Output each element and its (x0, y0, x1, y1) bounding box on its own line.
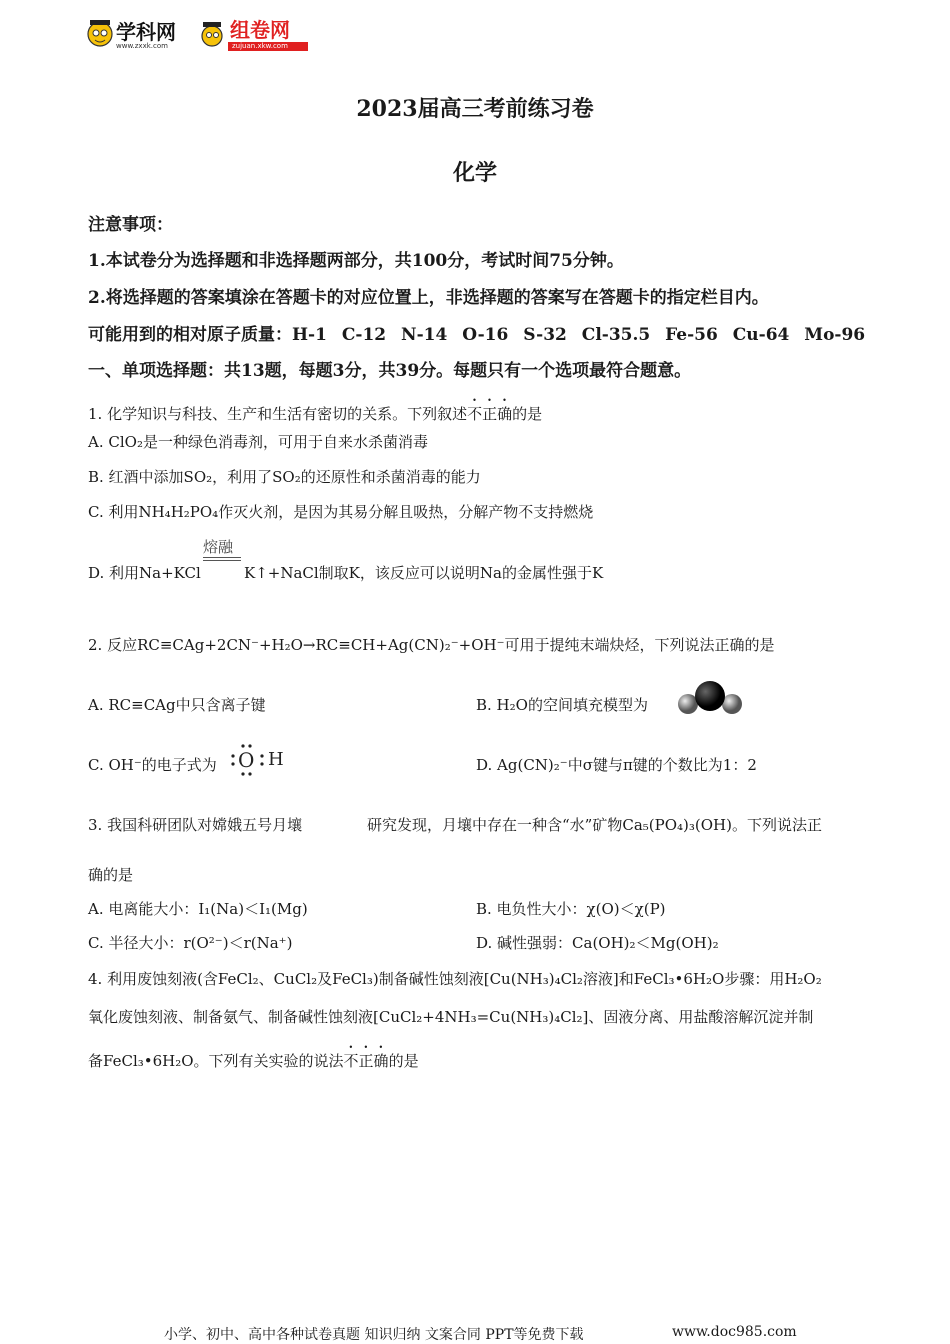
svg-text:O: O (238, 748, 255, 772)
footer-url[interactable]: www.doc985.com (672, 1324, 797, 1340)
hydroxide-electron-formula (226, 738, 292, 778)
q4-line-3 (88, 1043, 419, 1071)
page-title: 2023届高三考前练习卷 (356, 96, 594, 122)
logo1-text: 学科网 (116, 20, 176, 44)
q2-option-b: B. H₂O的空间填充模型为 (476, 696, 648, 714)
svg-text:H: H (268, 749, 284, 770)
subject-title: 化学 (452, 160, 497, 186)
q1-stem (88, 396, 542, 424)
q2-stem: 2. 反应RC≡CAg+2CN⁻+H₂O→RC≡CH+Ag(CN)₂⁻+OH⁻可用于提纯末端炔烃，下列说法正确的是 (88, 636, 775, 654)
reaction-arrow (203, 557, 241, 561)
q3-option-a: A. 电离能大小：I₁(Na)＜I₁(Mg) (88, 900, 308, 918)
q1-condition: 熔融 (203, 538, 234, 556)
q4-line-1: 4. 利用废蚀刻液(含FeCl₂、CuCl₂及FeCl₃)制备碱性蚀刻液[Cu(NH₃)₄Cl₂溶液]和FeCl₃•6H₂O步骤：用H₂O₂ (88, 970, 822, 988)
q1-stem-end: 的是 (512, 405, 543, 423)
q4-line-2: 氧化废蚀刻液、制备氨气、制备碱性蚀刻液[CuCl₂+4NH₃=Cu(NH₃)₄Cl₂]、固液分离、用盐酸溶解沉淀并制 (88, 1008, 814, 1026)
section-heading: 一、单项选择题：共13题，每题3分，共39分。每题只有一个选项最符合题意。 (88, 361, 692, 381)
q4-line-3-end: 的是 (388, 1052, 419, 1070)
q1-stem-text: 1. 化学知识与科技、生产和生活有密切的关系。下列叙述 (88, 405, 468, 423)
xuekewang-logo (86, 14, 196, 54)
atomic-masses: 可能用到的相对原子质量：H-1 C-12 N-14 O-16 S-32 Cl-35.5 Fe-56 Cu-64 Mo-96 (88, 325, 866, 345)
logo2-url: zujuan.xkw.com (232, 42, 288, 50)
q2-option-c: C. OH⁻的电子式为 (88, 756, 217, 774)
q1-option-d-end: K↑+NaCl制取K，该反应可以说明Na的金属性强于K (244, 564, 604, 582)
q3-option-d: D. 碱性强弱：Ca(OH)₂＜Mg(OH)₂ (476, 934, 719, 952)
notes-heading: 注意事项： (88, 215, 173, 235)
q3-stem-middle: 研究发现，月壤中存在一种含“水”矿物Ca₅(PO₄)₃(OH)。下列说法正 (367, 816, 822, 834)
note-2: 2.将选择题的答案填涂在答题卡的对应位置上，非选择题的答案写在答题卡的指定栏目内。 (88, 288, 769, 308)
note-1: 1.本试卷分为选择题和非选择题两部分，共100分，考试时间75分钟。 (88, 251, 624, 271)
q1-option-b: B. 红酒中添加SO₂，利用了SO₂的还原性和杀菌消毒的能力 (88, 468, 481, 486)
q2-option-d: D. Ag(CN)₂⁻中σ键与π键的个数比为1：2 (476, 756, 757, 774)
q3-stem-start: 3. 我国科研团队对嫦娥五号月壤 (88, 816, 303, 834)
water-space-filling-model (676, 680, 746, 720)
q1-option-d-start: D. 利用Na+KCl (88, 564, 201, 582)
q1-option-a: A. ClO₂是一种绿色消毒剂，可用于自来水杀菌消毒 (88, 433, 428, 451)
logo2-text: 组卷网 (230, 18, 290, 42)
logo1-url: www.zxxk.com (116, 42, 168, 50)
zujuanwang-logo (200, 14, 312, 54)
q2-option-a: A. RC≡CAg中只含离子键 (88, 696, 266, 714)
q3-stem-end: 确的是 (88, 866, 134, 884)
q3-option-b: B. 电负性大小：χ(O)＜χ(P) (476, 900, 666, 918)
footer-text: 小学、初中、高中各种试卷真题 知识归纳 文案合同 PPT等免费下载 (164, 1327, 584, 1343)
q4-line-3-text: 备FeCl₃•6H₂O。下列有关实验的说法 (88, 1052, 344, 1070)
q1-option-c: C. 利用NH₄H₂PO₄作灭火剂，是因为其易分解且吸热，分解产物不支持燃烧 (88, 503, 594, 521)
q4-emphasis: 不正确 (343, 1052, 389, 1070)
q3-option-c: C. 半径大小：r(O²⁻)＜r(Na⁺) (88, 934, 293, 952)
q1-emphasis: 不正确 (467, 405, 513, 423)
